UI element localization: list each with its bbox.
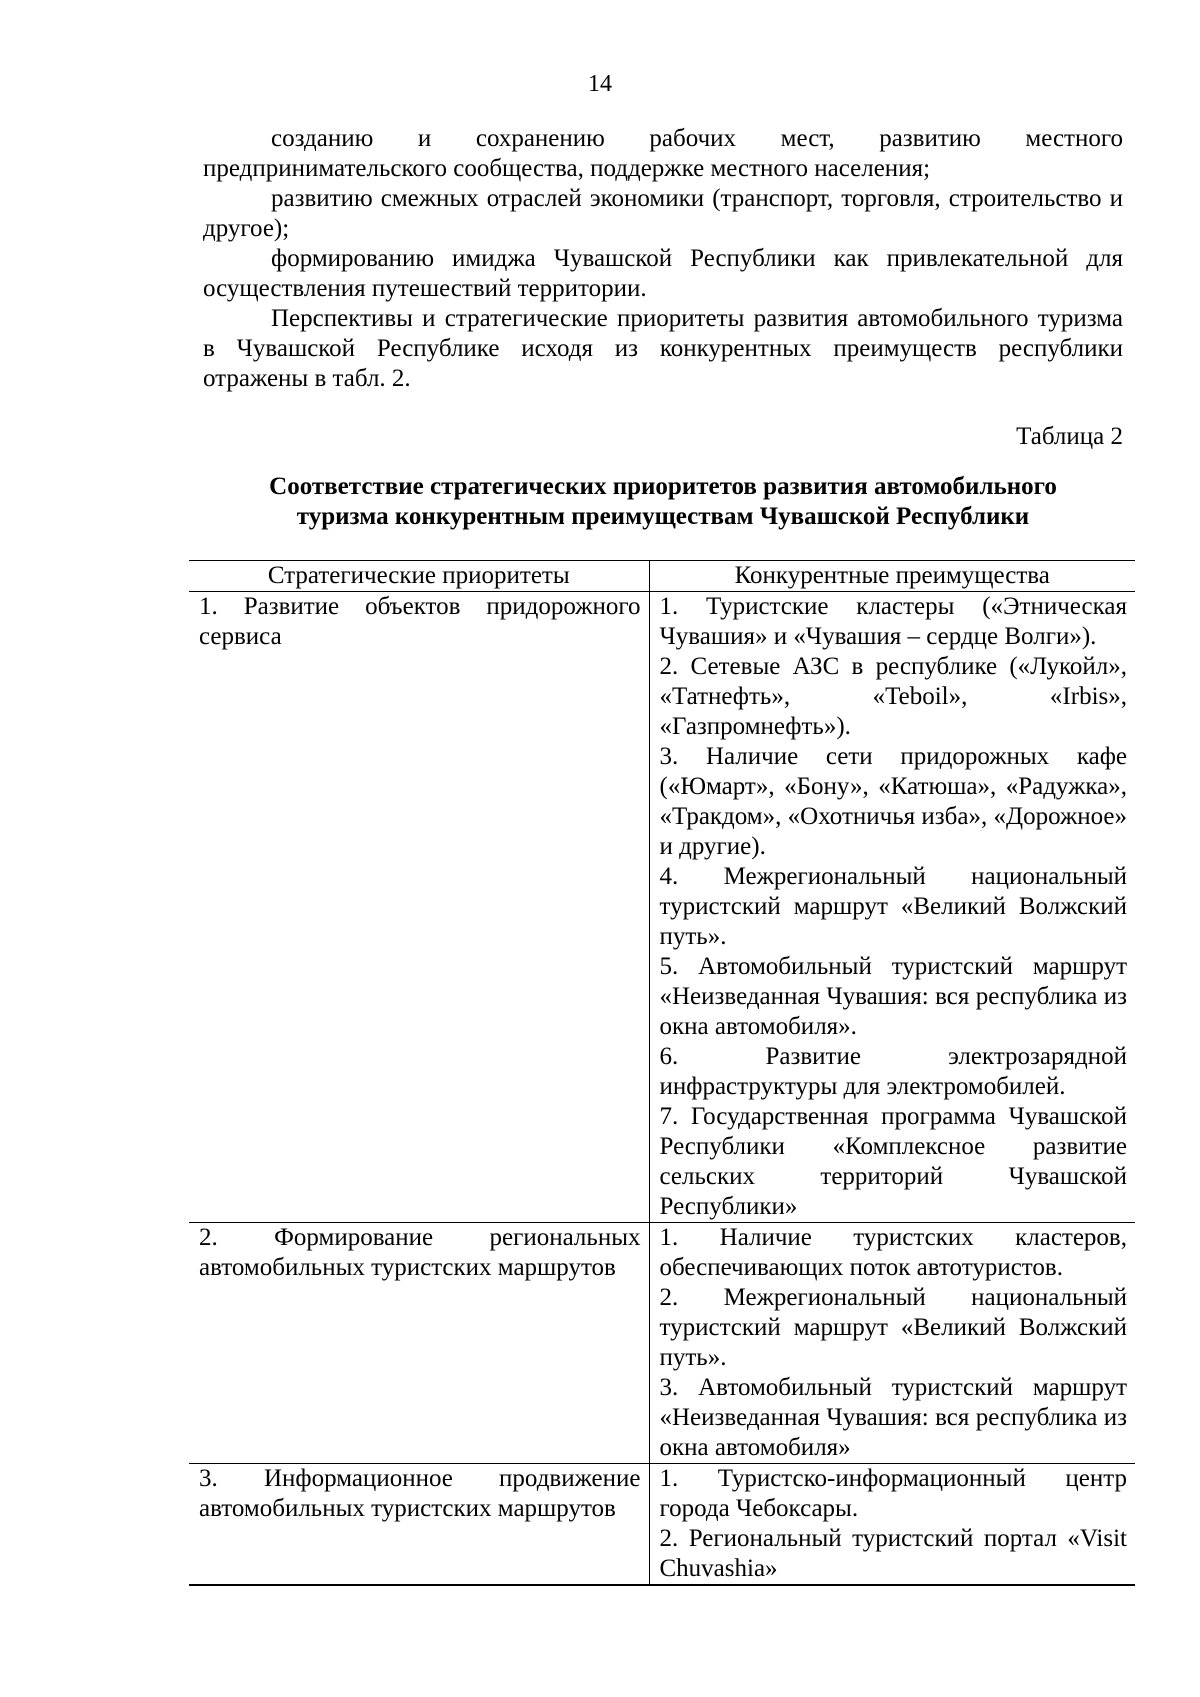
advantage-item: 7. Государственная программа Чувашской Республики «Комплексное развитие сельских территорий Чувашской Республики» <box>659 1103 1127 1220</box>
advantage-item: 4. Межрегиональный национальный туристский маршрут «Великий Волжский путь». <box>659 863 1127 950</box>
paragraph: Перспективы и стратегические приоритеты развития автомобильного туризма в Чувашской Республике исходя из конкурентных преимуществ республики отражены в табл. 2. <box>203 305 1123 392</box>
table-row <box>189 1464 1135 1586</box>
advantage-item: 2. Региональный туристский портал «Visit Chuvashia» <box>659 1525 1127 1582</box>
body-text <box>203 124 1123 394</box>
advantages-cell <box>649 1464 1135 1586</box>
advantage-item: 3. Наличие сети придорожных кафе («Юмарт», «Бону», «Катюша», «Радужка», «Тракдом», «Охотничья изба», «Дорожное» и другие). <box>659 743 1127 860</box>
paragraph: формированию имиджа Чувашской Республики как привлекательной для осуществления путешествий территории. <box>203 245 1123 302</box>
advantage-item: 5. Автомобильный туристский маршрут «Неизведанная Чувашия: вся республика из окна автомобиля». <box>659 953 1127 1040</box>
advantage-item: 1. Туристско-информационный центр города Чебоксары. <box>659 1465 1127 1522</box>
page-number: 14 <box>588 71 612 97</box>
advantage-item: 6. Развитие электрозарядной инфраструктуры для электромобилей. <box>659 1043 1127 1100</box>
advantage-item: 1. Туристские кластеры («Этническая Чувашия» и «Чувашия – сердце Волги»). <box>659 593 1127 650</box>
priority-cell: 3. Информационное продвижение автомобильных туристских маршрутов <box>189 1464 649 1586</box>
table-title <box>203 472 1123 532</box>
table-title-line: Соответствие стратегических приоритетов развития автомобильного <box>269 473 1057 500</box>
table-title-line: туризма конкурентным преимуществам Чувашской Республики <box>296 503 1030 530</box>
table-row <box>189 1223 1135 1464</box>
priority-cell: 2. Формирование региональных автомобильных туристских маршрутов <box>189 1223 649 1464</box>
paragraph: созданию и сохранению рабочих мест, развитию местного предпринимательского сообщества, поддержке местного населения; <box>203 125 1123 182</box>
column-header-advantages: Конкурентные преимущества <box>649 561 1135 592</box>
table-row <box>189 592 1135 1223</box>
advantage-item: 3. Автомобильный туристский маршрут «Неизведанная Чувашия: вся республика из окна автомобиля» <box>659 1374 1127 1461</box>
table-header-row <box>189 561 1135 592</box>
advantages-cell <box>649 592 1135 1223</box>
advantages-cell <box>649 1223 1135 1464</box>
column-header-priorities: Стратегические приоритеты <box>189 561 649 592</box>
priorities-table <box>189 560 1135 1586</box>
paragraph: развитию смежных отраслей экономики (транспорт, торговля, строительство и другое); <box>203 185 1123 242</box>
advantage-item: 2. Межрегиональный национальный туристский маршрут «Великий Волжский путь». <box>659 1284 1127 1371</box>
table-label: Таблица 2 <box>1016 423 1123 450</box>
priority-cell: 1. Развитие объектов придорожного сервиса <box>189 592 649 1223</box>
advantage-item: 2. Сетевые АЗС в республике («Лукойл», «Татнефть», «Teboil», «Irbis», «Газпромнефть»). <box>659 653 1127 740</box>
advantage-item: 1. Наличие туристских кластеров, обеспечивающих поток автотуристов. <box>659 1224 1127 1281</box>
